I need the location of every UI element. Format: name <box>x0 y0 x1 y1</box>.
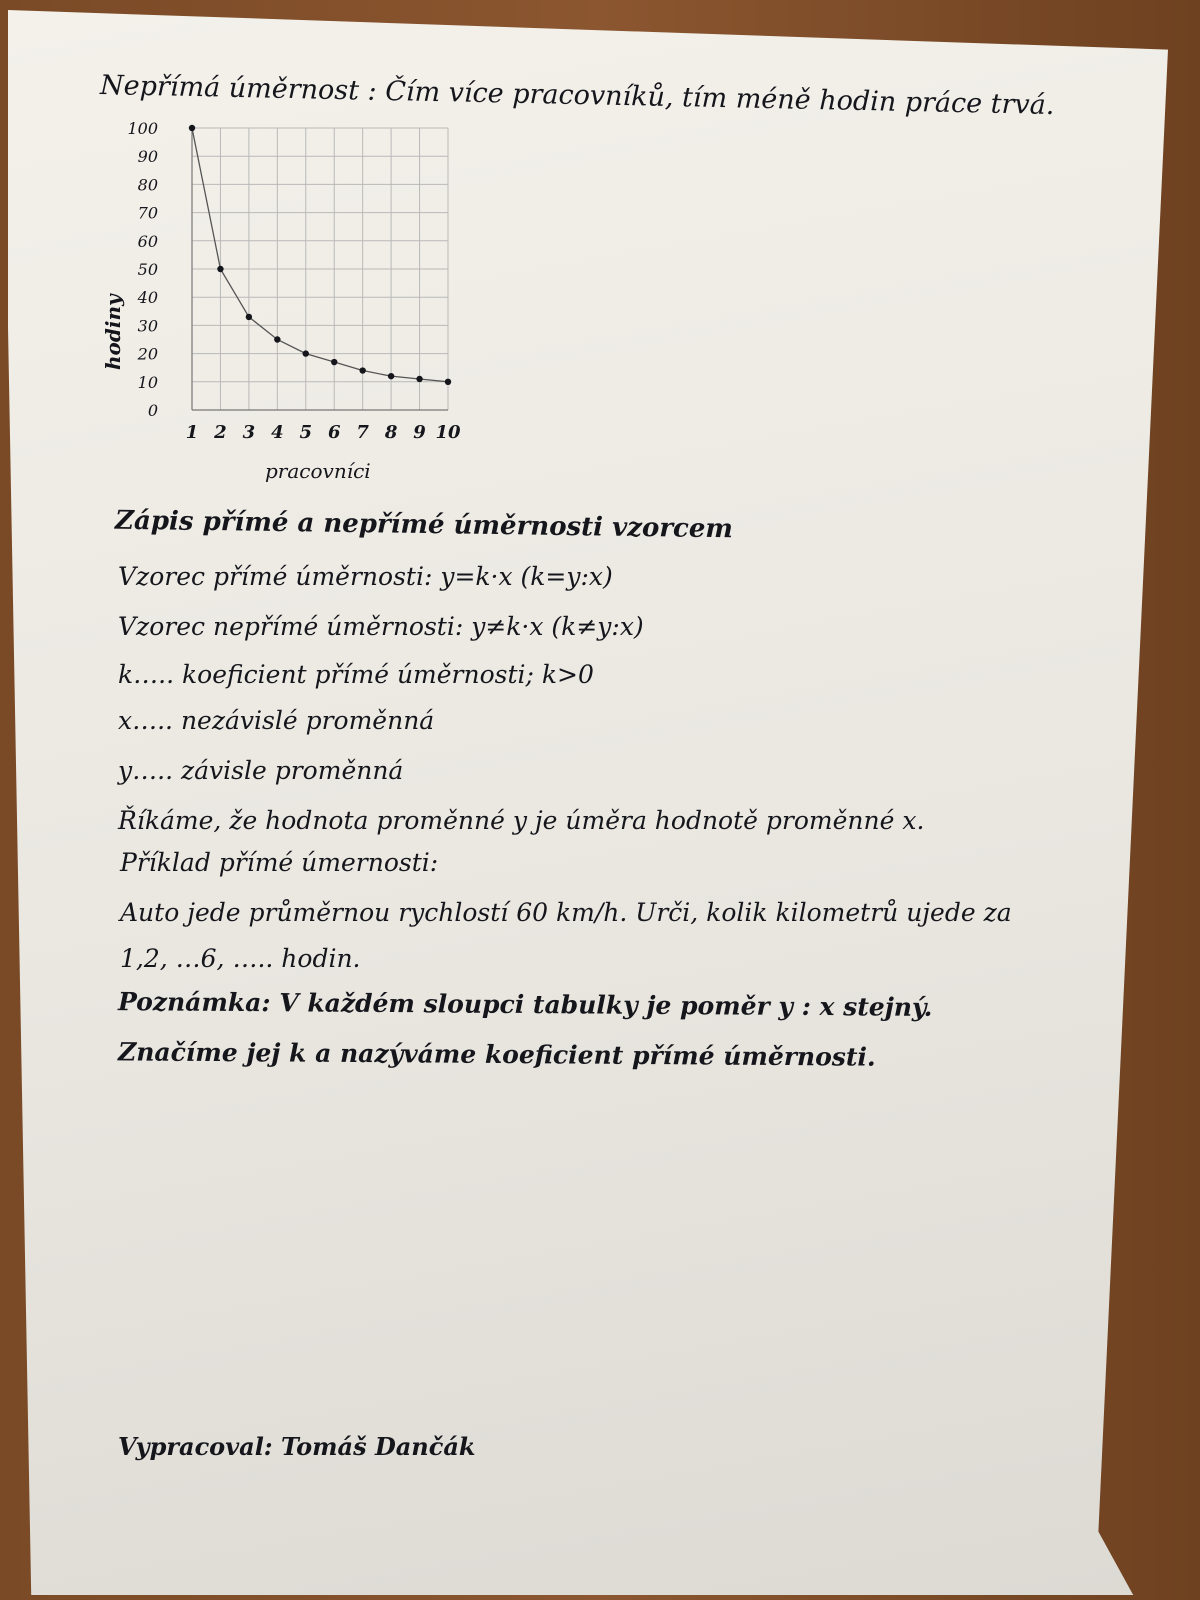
x-tick-label: 3 <box>242 422 256 443</box>
data-point <box>445 379 451 385</box>
data-point <box>331 359 337 365</box>
note-line2: Značíme jej k a nazýváme koeficient přímé úměrnosti. <box>117 1037 876 1072</box>
data-point <box>359 367 365 373</box>
y-tick-label: 20 <box>137 344 158 364</box>
data-point <box>416 376 422 382</box>
x-tick-label: 7 <box>356 422 369 443</box>
data-point <box>388 373 394 379</box>
y-tick-labels <box>127 119 158 420</box>
page-title: Nepřímá úměrnost : Čím více pracovníků, tím méně hodin práce trvá. <box>99 70 1055 121</box>
data-point <box>189 125 195 131</box>
y-tick-label: 30 <box>137 316 158 336</box>
example-heading: Příklad přímé úmernosti: <box>120 848 439 877</box>
x-axis-label: pracovníci <box>265 459 371 483</box>
signature: Vypracoval: Tomáš Dančák <box>118 1432 476 1461</box>
data-point <box>274 336 280 342</box>
formula-direct: Vzorec přímé úměrnosti: y=k·x (k=y:x) <box>118 562 613 591</box>
formula-inverse: Vzorec nepřímé úměrnosti: y≠k·x (k≠y:x) <box>118 612 644 641</box>
series-line <box>192 128 448 382</box>
y-tick-label: 100 <box>127 119 158 138</box>
note-line1: Poznámka: V každém sloupci tabulky je poměr y : x stejný. <box>117 987 933 1022</box>
y-tick-label: 0 <box>147 401 158 420</box>
y-tick-label: 40 <box>137 288 158 308</box>
definition-k: k….. koeficient přímé úměrnosti; k>0 <box>118 660 594 689</box>
y-tick-label: 50 <box>137 260 158 279</box>
definition-x: x….. nezávislé proměnná <box>118 706 435 735</box>
y-tick-label: 70 <box>137 203 158 223</box>
x-tick-label: 8 <box>384 422 398 443</box>
x-tick-label: 6 <box>327 422 341 443</box>
x-tick-label: 2 <box>214 422 227 443</box>
data-point <box>303 350 309 356</box>
x-tick-label: 10 <box>435 422 461 443</box>
data-point <box>217 266 223 272</box>
x-tick-label: 4 <box>271 422 284 443</box>
y-tick-label: 10 <box>137 372 158 392</box>
x-tick-label: 1 <box>185 422 199 443</box>
series-points <box>189 125 451 385</box>
x-tick-label: 5 <box>299 422 313 443</box>
definition-y: y….. závisle proměnná <box>118 756 404 785</box>
y-tick-label: 80 <box>137 175 158 195</box>
y-tick-label: 90 <box>137 147 158 167</box>
section-heading: Zápis přímé a nepřímé úměrnosti vzorcem <box>114 505 734 545</box>
example-text-line1: Auto jede průměrnou rychlostí 60 km/h. Urči, kolik kilometrů ujede za <box>120 898 1012 927</box>
statement-proportion: Říkáme, že hodnota proměnné y je úměra hodnotě proměnné x. <box>118 806 925 835</box>
example-text-line2: 1,2, …6, ….. hodin. <box>120 944 361 973</box>
x-tick-labels <box>186 422 461 443</box>
data-point <box>246 314 252 320</box>
chart-grid <box>192 128 448 410</box>
y-tick-label: 60 <box>137 231 158 251</box>
x-tick-label: 9 <box>413 422 426 443</box>
y-axis-label: hodiny <box>101 294 125 370</box>
inverse-proportion-chart <box>90 110 490 500</box>
